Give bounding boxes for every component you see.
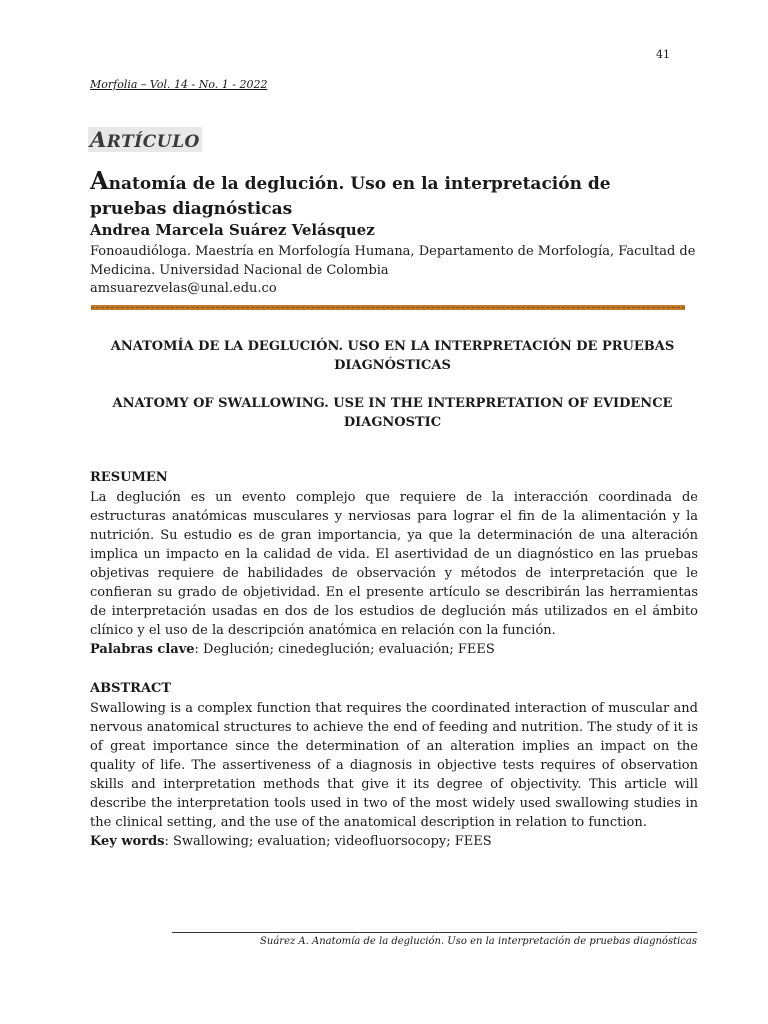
resumen-heading: RESUMEN — [90, 470, 168, 485]
keywords-es-label: Palabras clave — [90, 642, 195, 657]
abstract-heading: ABSTRACT — [90, 681, 172, 696]
section-label — [88, 127, 202, 152]
abstract-text: Swallowing is a complex function that requires the coordinated interaction of muscular and nervous anatomical structures to achieve the end of feeding and nutrition. The study of it is of great importance since the determination of an alteration implies an impact on the quality of life. The assertiveness of a diagnosis in objective tests requires of observation skills and interpretation methods that give it its degree of objectivity. This article will describe the interpretation tools used in two of the most widely used swallowing studies in the clinical setting, and the use of the anatomical description in relation to function. — [90, 701, 698, 830]
article-title-rest: natomía de la deglución. Uso en la interpretación de pruebas diagnósticas — [90, 174, 611, 219]
keywords-es-values: : Deglución; cinedeglución; evaluación; FEES — [194, 642, 495, 657]
author-email: amsuarezvelas@unal.edu.co — [90, 281, 277, 296]
author-affiliation: Fonoaudióloga. Maestría en Morfología Humana, Departamento de Morfología, Facultad de Medicina. Universidad Nacional de Colombia — [90, 244, 696, 278]
keywords-en — [90, 834, 492, 849]
article-title — [90, 168, 690, 222]
resumen-text: La deglución es un evento complejo que requiere de la interacción coordinada de estructuras anatómicas musculares y nerviosas para lograr el fin de la alimentación y la nutrición. Su estudio es de gran importancia, ya que la determinación de una alteración implica un impacto en la calidad de vida. El asertividad de un diagnóstico en las pruebas objetivas requiere de habilidades de observación y métodos de interpretación que le confieran su grado de objetividad. En el presente artículo se describirán las herramientas de interpretación usadas en dos de los estudios de deglución más utilizados en el ámbito clínico y el uso de la descripción anatómica en relación con la función. — [90, 490, 698, 638]
section-label-initial: A — [90, 127, 107, 152]
keywords-en-label: Key words — [90, 834, 165, 849]
running-footer: Suárez A. Anatomía de la deglución. Uso en la interpretación de pruebas diagnósticas — [260, 936, 697, 947]
footer-divider — [172, 932, 697, 933]
article-title-initial: A — [90, 166, 109, 195]
header-divider — [91, 305, 685, 310]
author-name: Andrea Marcela Suárez Velásquez — [90, 221, 375, 239]
journal-citation: Morfolia – Vol. 14 - No. 1 - 2022 — [90, 78, 268, 91]
heading-spanish: ANATOMÍA DE LA DEGLUCIÓN. USO EN LA INTERPRETACIÓN DE PRUEBAS DIAGNÓSTICAS — [110, 339, 675, 373]
keywords-es — [90, 642, 495, 657]
page-number: 41 — [656, 48, 670, 61]
keywords-en-values: : Swallowing; evaluation; videofluorsocopy; FEES — [164, 834, 492, 849]
section-label-rest: RTÍCULO — [106, 132, 200, 152]
heading-english: ANATOMY OF SWALLOWING. USE IN THE INTERPRETATION OF EVIDENCE DIAGNOSTIC — [112, 396, 673, 430]
